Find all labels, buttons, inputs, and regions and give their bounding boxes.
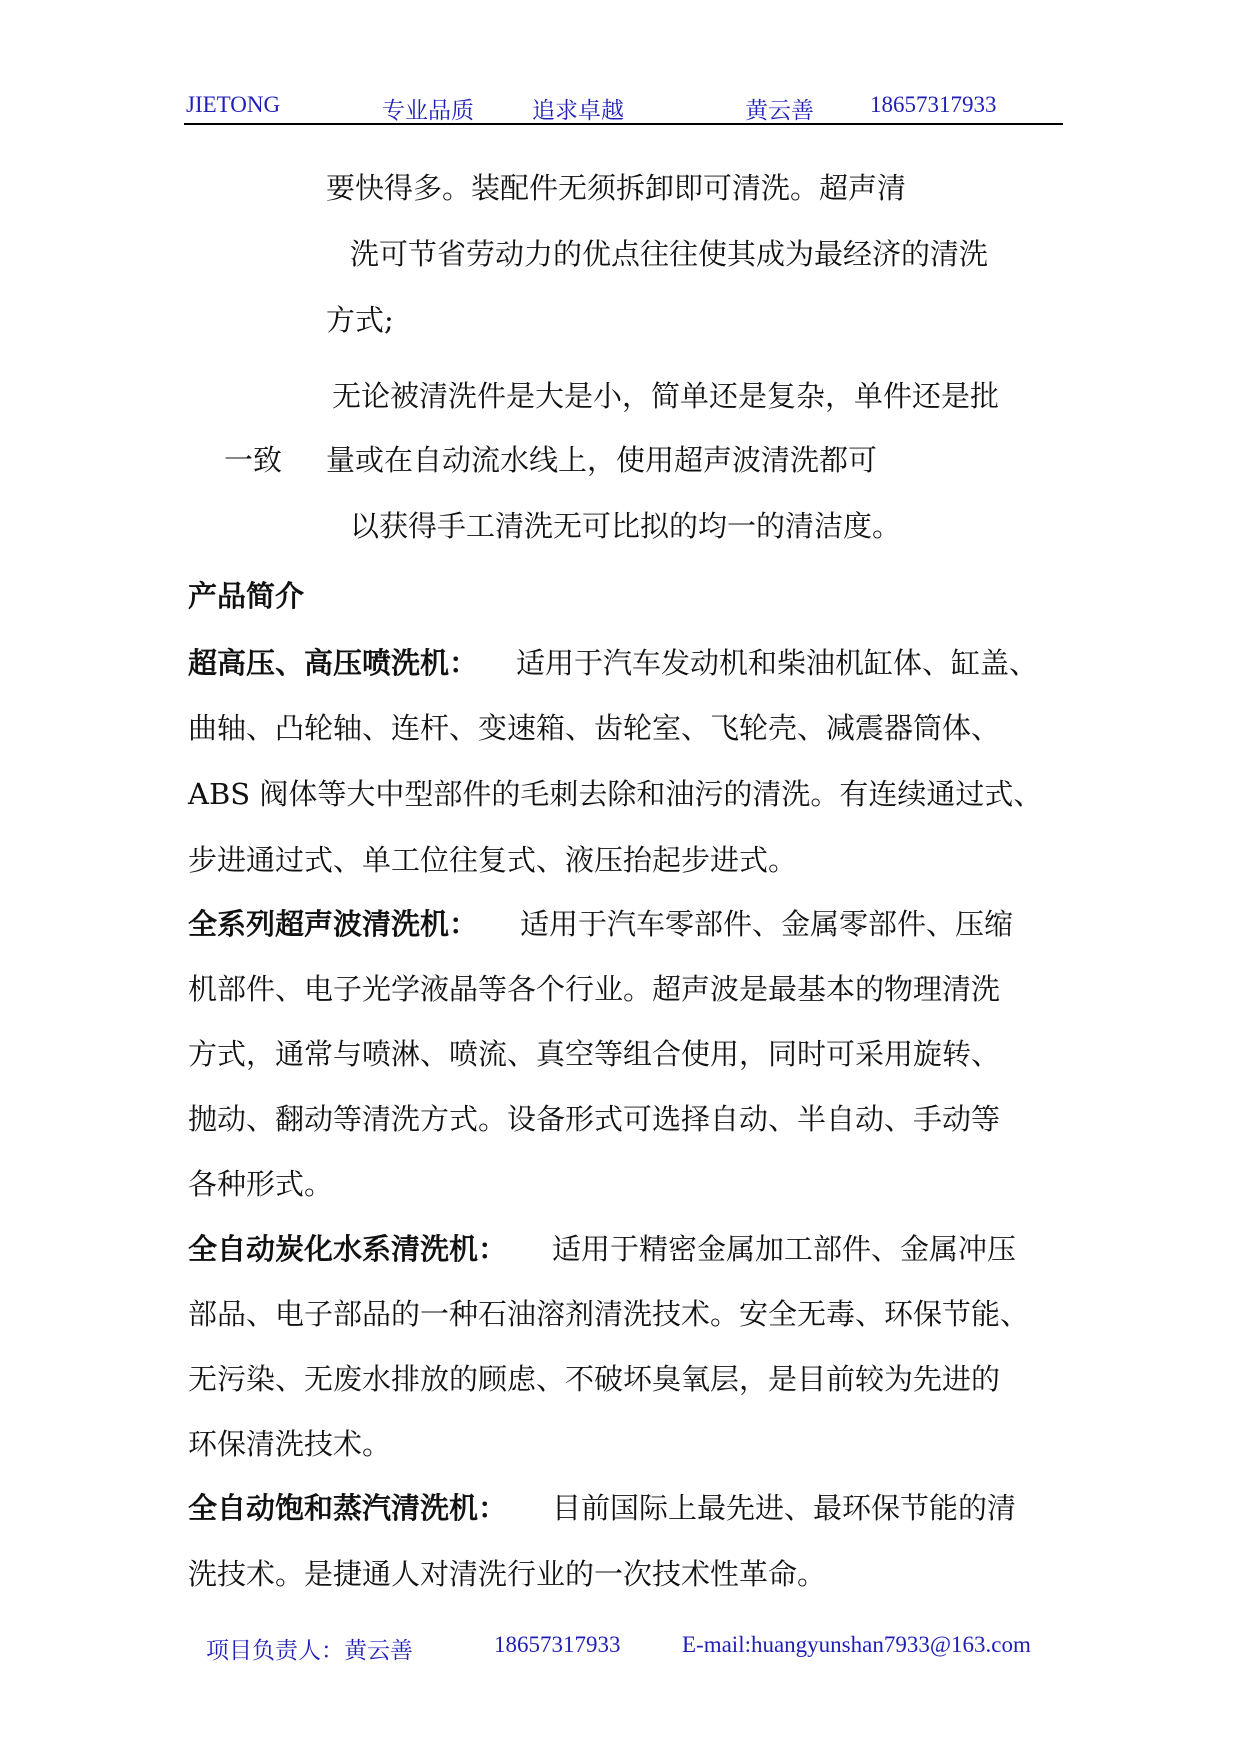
product-line: 适用于精密金属加工部件、金属冲压 [552,1232,1017,1266]
intro-line: 无论被清洗件是大是小，简单还是复杂，单件还是批 [332,379,1000,413]
product-line: 步进通过式、单工位往复式、液压抬起步进式。 [188,843,798,877]
header-phone: 18657317933 [870,92,997,117]
footer-phone: 18657317933 [494,1632,621,1657]
product-line: 各种形式。 [188,1167,334,1201]
product-line: 洗技术。是捷通人对清洗行业的一次技术性革命。 [188,1557,827,1591]
header-slogan-2: 追求卓越 [532,98,624,123]
product-line: 环保清洗技术。 [188,1427,392,1461]
product-line: 适用于汽车零部件、金属零部件、压缩 [520,907,1014,941]
intro-line: 量或在自动流水线上，使用超声波清洗都可 [326,443,878,477]
product-title: 超高压、高压喷洗机： [188,646,479,680]
header-name: 黄云善 [745,98,814,123]
product-title: 全系列超声波清洗机： [188,907,479,941]
product-title: 全自动炭化水系清洗机： [188,1232,508,1266]
product-title: 全自动饱和蒸汽清洗机： [188,1491,508,1525]
product-line: 无污染、无废水排放的顾虑、不破坏臭氧层，是目前较为先进的 [188,1362,1001,1396]
product-line: 目前国际上最先进、最环保节能的清 [552,1491,1017,1525]
header-brand: JIETONG [186,92,281,117]
intro-line-left: 一致 [224,443,283,477]
intro-line: 方式; [326,303,394,337]
header-slogan-1: 专业品质 [382,98,474,123]
section-title: 产品简介 [188,579,305,613]
product-line: 部品、电子部品的一种石油溶剂清洗技术。安全无毒、环保节能、 [188,1297,1030,1331]
product-line: 方式，通常与喷淋、喷流、真空等组合使用，同时可采用旋转、 [188,1037,1001,1071]
header-rule [184,123,1063,125]
product-line: ABS 阀体等大中型部件的毛刺去除和油污的清洗。有连续通过式、 [188,777,1043,811]
product-line: 机部件、电子光学液晶等各个行业。超声波是最基本的物理清洗 [188,972,1001,1006]
intro-line: 以获得手工清洗无可比拟的均一的清洁度。 [350,509,902,543]
product-line: 适用于汽车发动机和柴油机缸体、缸盖、 [516,646,1039,680]
product-line: 曲轴、凸轮轴、连杆、变速箱、齿轮室、飞轮壳、减震器筒体、 [188,711,1001,745]
intro-line: 洗可节省劳动力的优点往往使其成为最经济的清洗 [350,237,989,271]
footer-email: E-mail:huangyunshan7933@163.com [682,1632,1031,1657]
footer-contact: 项目负责人：黄云善 [206,1638,413,1663]
product-line: 抛动、翻动等清洗方式。设备形式可选择自动、半自动、手动等 [188,1102,1001,1136]
intro-line: 要快得多。装配件无须拆卸即可清洗。超声清 [326,171,907,205]
